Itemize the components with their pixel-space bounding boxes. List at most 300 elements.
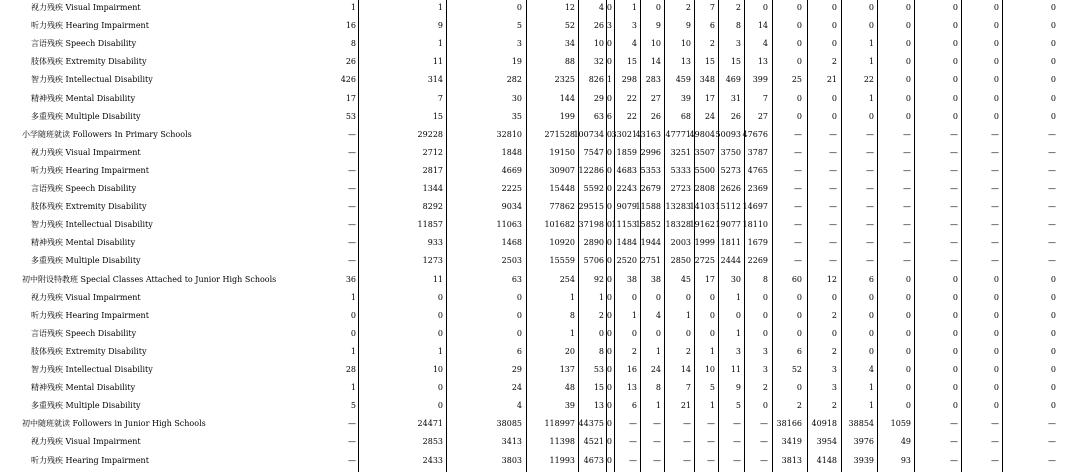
table-cell: 2444 <box>720 256 741 266</box>
table-cell: 11153 <box>611 220 637 230</box>
table-cell: 3413 <box>501 437 522 447</box>
table-cell: 0 <box>685 328 691 338</box>
table-cell: 53 <box>593 365 604 374</box>
table-cell: — <box>950 220 958 230</box>
table-cell: 0 <box>606 57 612 67</box>
table-cell: 4683 <box>616 165 637 175</box>
row-label: 初中附设特教班 Special Classes Attached to Junior High Schools <box>22 274 277 284</box>
table-cell: 0 <box>709 328 715 338</box>
table-cell: 0 <box>905 310 911 320</box>
row-label: 听力残疾 Hearing Impairment <box>31 310 149 320</box>
table-cell: 1 <box>631 3 637 12</box>
table-row <box>0 164 1080 182</box>
table-cell: 426 <box>340 75 356 85</box>
row-label: 智力残疾 Intellectual Disability <box>31 75 153 85</box>
table-cell: — <box>991 256 999 266</box>
table-cell: 8 <box>655 383 661 393</box>
table-cell: 0 <box>735 310 741 320</box>
table-cell: 0 <box>762 328 768 338</box>
table-cell: 1468 <box>501 238 522 248</box>
table-cell: 2243 <box>616 184 637 193</box>
table-cell: 8 <box>762 274 768 284</box>
table-cell: 2 <box>598 310 604 320</box>
table-row <box>0 381 1080 399</box>
table-cell: 0 <box>952 328 958 338</box>
table-cell: 48 <box>564 383 575 393</box>
table-cell: 44375 <box>578 419 604 429</box>
table-cell: 0 <box>905 93 911 103</box>
table-cell: 14697 <box>742 202 768 212</box>
table-cell: 348 <box>699 75 715 85</box>
table-cell: 5 <box>735 401 741 411</box>
table-cell: 11 <box>432 57 443 67</box>
table-cell: 0 <box>1050 21 1056 31</box>
table-cell: 10 <box>650 39 661 49</box>
table-cell: 2817 <box>422 165 443 175</box>
table-cell: 2 <box>631 346 637 356</box>
table-cell: 0 <box>516 310 522 320</box>
table-cell: 0 <box>655 292 661 302</box>
table-cell: 2 <box>831 346 837 356</box>
table-cell: — <box>829 184 837 193</box>
table-cell: — <box>866 256 874 266</box>
table-cell: 0 <box>993 39 999 49</box>
row-label: 智力残疾 Intellectual Disability <box>31 220 153 230</box>
table-cell: 19150 <box>549 147 575 157</box>
table-cell: 3507 <box>694 147 715 157</box>
table-cell: 2850 <box>670 256 691 266</box>
table-cell: — <box>950 256 958 266</box>
table-cell: — <box>629 455 637 465</box>
table-cell: 0 <box>762 3 768 12</box>
table-cell: 459 <box>675 75 691 85</box>
table-cell: 20 <box>564 346 575 356</box>
table-cell: 3 <box>516 39 522 49</box>
table-cell: 22 <box>626 111 637 121</box>
table-cell: 0 <box>952 111 958 121</box>
table-cell: 0 <box>993 292 999 302</box>
table-cell: 17 <box>704 93 715 103</box>
table-cell: — <box>991 455 999 465</box>
table-cell: 0 <box>905 274 911 284</box>
table-row <box>0 55 1080 73</box>
table-cell: 6 <box>606 111 612 121</box>
table-cell: — <box>1048 147 1056 157</box>
row-label: 视力残疾 Visual Impairment <box>31 437 141 447</box>
table-cell: 24 <box>511 383 522 393</box>
table-cell: — <box>950 437 958 447</box>
table-cell: — <box>991 147 999 157</box>
table-cell: — <box>991 437 999 447</box>
table-cell: 0 <box>606 365 612 374</box>
table-cell: 0 <box>516 3 522 12</box>
table-cell: — <box>653 455 661 465</box>
table-cell: 0 <box>905 75 911 85</box>
row-label: 言语残疾 Speech Disability <box>31 184 137 193</box>
table-cell: 0 <box>993 346 999 356</box>
table-cell: 0 <box>993 310 999 320</box>
table-cell: 0 <box>709 310 715 320</box>
table-cell: 282 <box>506 75 522 85</box>
table-cell: — <box>348 455 356 465</box>
table-cell: 1999 <box>694 238 715 248</box>
table-cell: 17 <box>704 274 715 284</box>
table-cell: — <box>950 147 958 157</box>
table-cell: 1 <box>709 346 715 356</box>
table-row <box>0 327 1080 345</box>
table-cell: 0 <box>631 292 637 302</box>
table-cell: 11398 <box>549 437 575 447</box>
table-cell: 0 <box>1050 57 1056 67</box>
row-label: 肢体残疾 Extremity Disability <box>31 346 147 356</box>
table-row <box>0 19 1080 37</box>
table-cell: — <box>348 220 356 230</box>
table-cell: 0 <box>606 93 612 103</box>
table-cell: 15 <box>626 57 637 67</box>
table-cell: 2003 <box>670 238 691 248</box>
table-cell: 3939 <box>853 455 874 465</box>
table-cell: 13 <box>593 401 604 411</box>
table-cell: 11993 <box>549 455 575 465</box>
table-cell: 31 <box>730 93 741 103</box>
table-cell: 0 <box>993 111 999 121</box>
table-cell: 15 <box>730 57 741 67</box>
table-cell: 0 <box>606 220 612 230</box>
table-cell: 0 <box>516 292 522 302</box>
table-cell: 12286 <box>578 165 604 175</box>
table-cell: — <box>1048 184 1056 193</box>
table-cell: 0 <box>905 3 911 12</box>
table-cell: — <box>950 202 958 212</box>
table-cell: — <box>903 165 911 175</box>
table-cell: — <box>1048 256 1056 266</box>
row-label: 视力残疾 Visual Impairment <box>31 147 141 157</box>
table-cell: 38 <box>650 274 661 284</box>
table-cell: 2325 <box>554 75 575 85</box>
table-row <box>0 236 1080 254</box>
row-label: 言语残疾 Speech Disability <box>31 328 137 338</box>
table-cell: 0 <box>1050 292 1056 302</box>
table-cell: 0 <box>905 328 911 338</box>
table-cell: 0 <box>1050 3 1056 12</box>
table-cell: 4148 <box>816 455 837 465</box>
table-cell: — <box>829 129 837 139</box>
table-cell: 35 <box>511 111 522 121</box>
table-cell: 2808 <box>694 184 715 193</box>
table-cell: 0 <box>1050 401 1056 411</box>
table-cell: 1848 <box>501 147 522 157</box>
table-cell: 1 <box>437 346 443 356</box>
table-cell: 2626 <box>720 184 741 193</box>
table-cell: 0 <box>993 274 999 284</box>
table-cell: 2723 <box>670 184 691 193</box>
table-cell: 0 <box>952 274 958 284</box>
row-label: 听力残疾 Hearing Impairment <box>31 165 149 175</box>
table-cell: 1 <box>868 401 874 411</box>
table-cell: 4 <box>516 401 522 411</box>
table-cell: — <box>991 129 999 139</box>
table-cell: 52 <box>564 21 575 31</box>
table-cell: 28 <box>345 365 356 374</box>
table-cell: 0 <box>952 3 958 12</box>
table-cell: 0 <box>868 346 874 356</box>
table-row <box>0 454 1080 472</box>
table-cell: 1 <box>437 3 443 12</box>
table-cell: 3 <box>606 21 612 31</box>
table-cell: 15 <box>704 57 715 67</box>
table-cell: 0 <box>606 328 612 338</box>
table-cell: 0 <box>762 401 768 411</box>
table-cell: 0 <box>1050 346 1056 356</box>
table-cell: 25 <box>791 75 802 85</box>
table-cell: 1 <box>735 328 741 338</box>
table-cell: 0 <box>796 111 802 121</box>
table-cell: 24 <box>650 365 661 374</box>
table-cell: 826 <box>588 75 604 85</box>
table-cell: 32 <box>593 57 604 67</box>
row-label: 精神残疾 Mental Disability <box>31 383 136 393</box>
table-cell: 1944 <box>640 238 661 248</box>
table-cell: — <box>866 184 874 193</box>
table-cell: — <box>707 437 715 447</box>
table-cell: 2 <box>831 310 837 320</box>
table-cell: — <box>794 165 802 175</box>
table-cell: — <box>829 147 837 157</box>
table-cell: 47676 <box>742 129 768 139</box>
table-cell: 15112 <box>715 202 741 212</box>
table-cell: 3787 <box>747 147 768 157</box>
table-cell: 30907 <box>549 165 575 175</box>
table-cell: 0 <box>606 292 612 302</box>
table-cell: 34 <box>564 39 575 49</box>
table-cell: — <box>348 419 356 429</box>
table-cell: 16 <box>626 365 637 374</box>
table-cell: 0 <box>606 165 612 175</box>
table-cell: 1 <box>709 401 715 411</box>
table-cell: 30 <box>511 93 522 103</box>
table-cell: 0 <box>606 238 612 248</box>
table-cell: 4673 <box>583 455 604 465</box>
table-cell: — <box>950 184 958 193</box>
table-cell: 1 <box>631 310 637 320</box>
table-cell: 0 <box>868 292 874 302</box>
table-cell: 43163 <box>635 129 661 139</box>
table-cell: 9 <box>685 21 691 31</box>
table-cell: 14 <box>680 365 691 374</box>
table-cell: 0 <box>709 292 715 302</box>
table-cell: 11588 <box>635 202 661 212</box>
table-cell: 5333 <box>670 165 691 175</box>
table-cell: 0 <box>631 328 637 338</box>
table-cell: 0 <box>952 75 958 85</box>
table-cell: 0 <box>952 365 958 374</box>
table-cell: 9034 <box>501 202 522 212</box>
table-cell: 3 <box>735 39 741 49</box>
table-cell: 2853 <box>422 437 443 447</box>
table-cell: 29 <box>593 93 604 103</box>
table-cell: 88 <box>564 57 575 67</box>
table-cell: 5500 <box>694 165 715 175</box>
table-cell: — <box>1048 202 1056 212</box>
table-cell: 100734 <box>573 129 604 139</box>
table-row <box>0 218 1080 236</box>
table-cell: 0 <box>796 292 802 302</box>
table-cell: 63 <box>593 111 604 121</box>
table-cell: 15559 <box>549 256 575 266</box>
table-cell: — <box>866 202 874 212</box>
table-row <box>0 309 1080 327</box>
table-cell: 3813 <box>781 455 802 465</box>
table-cell: — <box>903 202 911 212</box>
table-cell: 101682 <box>544 220 575 230</box>
table-cell: 314 <box>427 75 443 85</box>
table-cell: — <box>991 184 999 193</box>
table-cell: 2725 <box>694 256 715 266</box>
table-cell: 2 <box>685 346 691 356</box>
table-cell: 0 <box>905 111 911 121</box>
table-cell: 0 <box>350 310 356 320</box>
table-cell: 8292 <box>422 202 443 212</box>
table-cell: 0 <box>993 3 999 12</box>
table-cell: — <box>348 165 356 175</box>
table-cell: — <box>794 238 802 248</box>
table-cell: 0 <box>796 383 802 393</box>
table-cell: — <box>991 238 999 248</box>
table-cell: 0 <box>606 455 612 465</box>
table-cell: 19 <box>511 57 522 67</box>
table-cell: 1 <box>598 292 604 302</box>
table-cell: 7547 <box>583 147 604 157</box>
table-cell: 1679 <box>747 238 768 248</box>
table-cell: — <box>991 202 999 212</box>
table-cell: — <box>903 147 911 157</box>
table-cell: — <box>348 129 356 139</box>
table-cell: — <box>653 437 661 447</box>
table-cell: — <box>950 419 958 429</box>
table-row <box>0 254 1080 272</box>
table-cell: 0 <box>868 111 874 121</box>
table-cell: 5 <box>516 21 522 31</box>
table-cell: 26 <box>650 111 661 121</box>
table-cell: 24471 <box>417 419 443 429</box>
table-cell: 8 <box>735 21 741 31</box>
row-label: 听力残疾 Hearing Impairment <box>31 455 149 465</box>
table-cell: 2520 <box>616 256 637 266</box>
table-cell: 5353 <box>640 165 661 175</box>
table-cell: 0 <box>1050 93 1056 103</box>
table-cell: 0 <box>1050 75 1056 85</box>
table-cell: 7 <box>437 93 443 103</box>
table-cell: 0 <box>868 310 874 320</box>
table-cell: 2225 <box>501 184 522 193</box>
table-cell: — <box>733 455 741 465</box>
table-cell: 0 <box>655 328 661 338</box>
table-cell: — <box>629 437 637 447</box>
row-label: 初中随班就读 Followers in Junior High Schools <box>22 419 206 429</box>
table-cell: 13283 <box>665 202 691 212</box>
table-cell: 50093 <box>715 129 741 139</box>
table-cell: 4 <box>655 310 661 320</box>
table-cell: 68 <box>680 111 691 121</box>
table-cell: — <box>348 202 356 212</box>
table-cell: 0 <box>1050 310 1056 320</box>
table-cell: 21 <box>826 75 837 85</box>
table-cell: 0 <box>685 292 691 302</box>
row-label: 肢体残疾 Extremity Disability <box>31 202 147 212</box>
table-row <box>0 146 1080 164</box>
table-cell: 13 <box>626 383 637 393</box>
table-cell: 933 <box>427 238 443 248</box>
table-cell: — <box>629 419 637 429</box>
table-cell: 0 <box>350 328 356 338</box>
table-cell: 1273 <box>422 256 443 266</box>
table-cell: 399 <box>752 75 768 85</box>
table-cell: 0 <box>437 401 443 411</box>
table-cell: — <box>903 238 911 248</box>
table-cell: 15 <box>593 383 604 393</box>
table-cell: 0 <box>606 147 612 157</box>
table-cell: 2 <box>831 401 837 411</box>
table-cell: 0 <box>905 39 911 49</box>
table-cell: 0 <box>952 21 958 31</box>
table-cell: 17 <box>345 93 356 103</box>
table-cell: 49804 <box>689 129 715 139</box>
table-cell: — <box>1048 419 1056 429</box>
row-label: 多重残疾 Multiple Disability <box>31 401 141 411</box>
table-cell: 0 <box>606 3 612 12</box>
table-cell: 1 <box>606 75 612 85</box>
table-cell: 3419 <box>781 437 802 447</box>
table-cell: 8 <box>598 346 604 356</box>
table-cell: 10 <box>680 39 691 49</box>
table-cell: 15448 <box>549 184 575 193</box>
table-cell: 0 <box>952 346 958 356</box>
table-cell: 2 <box>831 57 837 67</box>
table-cell: 13 <box>757 57 768 67</box>
row-label: 精神残疾 Mental Disability <box>31 238 136 248</box>
table-cell: 0 <box>831 3 837 12</box>
table-cell: 0 <box>1050 274 1056 284</box>
table-cell: — <box>707 455 715 465</box>
table-cell: 0 <box>437 292 443 302</box>
table-cell: 2503 <box>501 256 522 266</box>
table-cell: 0 <box>437 328 443 338</box>
table-cell: 1 <box>350 346 356 356</box>
table-cell: 0 <box>1050 365 1056 374</box>
table-cell: 36 <box>345 274 356 284</box>
table-cell: 15 <box>432 111 443 121</box>
table-cell: 0 <box>796 21 802 31</box>
table-cell: — <box>760 455 768 465</box>
table-cell: 199 <box>559 111 575 121</box>
table-cell: 92 <box>593 274 604 284</box>
table-cell: 283 <box>645 75 661 85</box>
table-cell: 49 <box>900 437 911 447</box>
table-cell: 3 <box>762 365 768 374</box>
row-label: 多重残疾 Multiple Disability <box>31 256 141 266</box>
table-cell: 4521 <box>583 437 604 447</box>
row-label: 听力残疾 Hearing Impairment <box>31 21 149 31</box>
table-cell: 0 <box>606 39 612 49</box>
table-cell: 298 <box>621 75 637 85</box>
table-cell: 38854 <box>848 419 874 429</box>
table-cell: 0 <box>905 365 911 374</box>
table-cell: 29228 <box>417 129 443 139</box>
table-cell: 0 <box>952 39 958 49</box>
table-cell: 0 <box>796 57 802 67</box>
table-cell: — <box>829 238 837 248</box>
table-cell: 0 <box>762 310 768 320</box>
